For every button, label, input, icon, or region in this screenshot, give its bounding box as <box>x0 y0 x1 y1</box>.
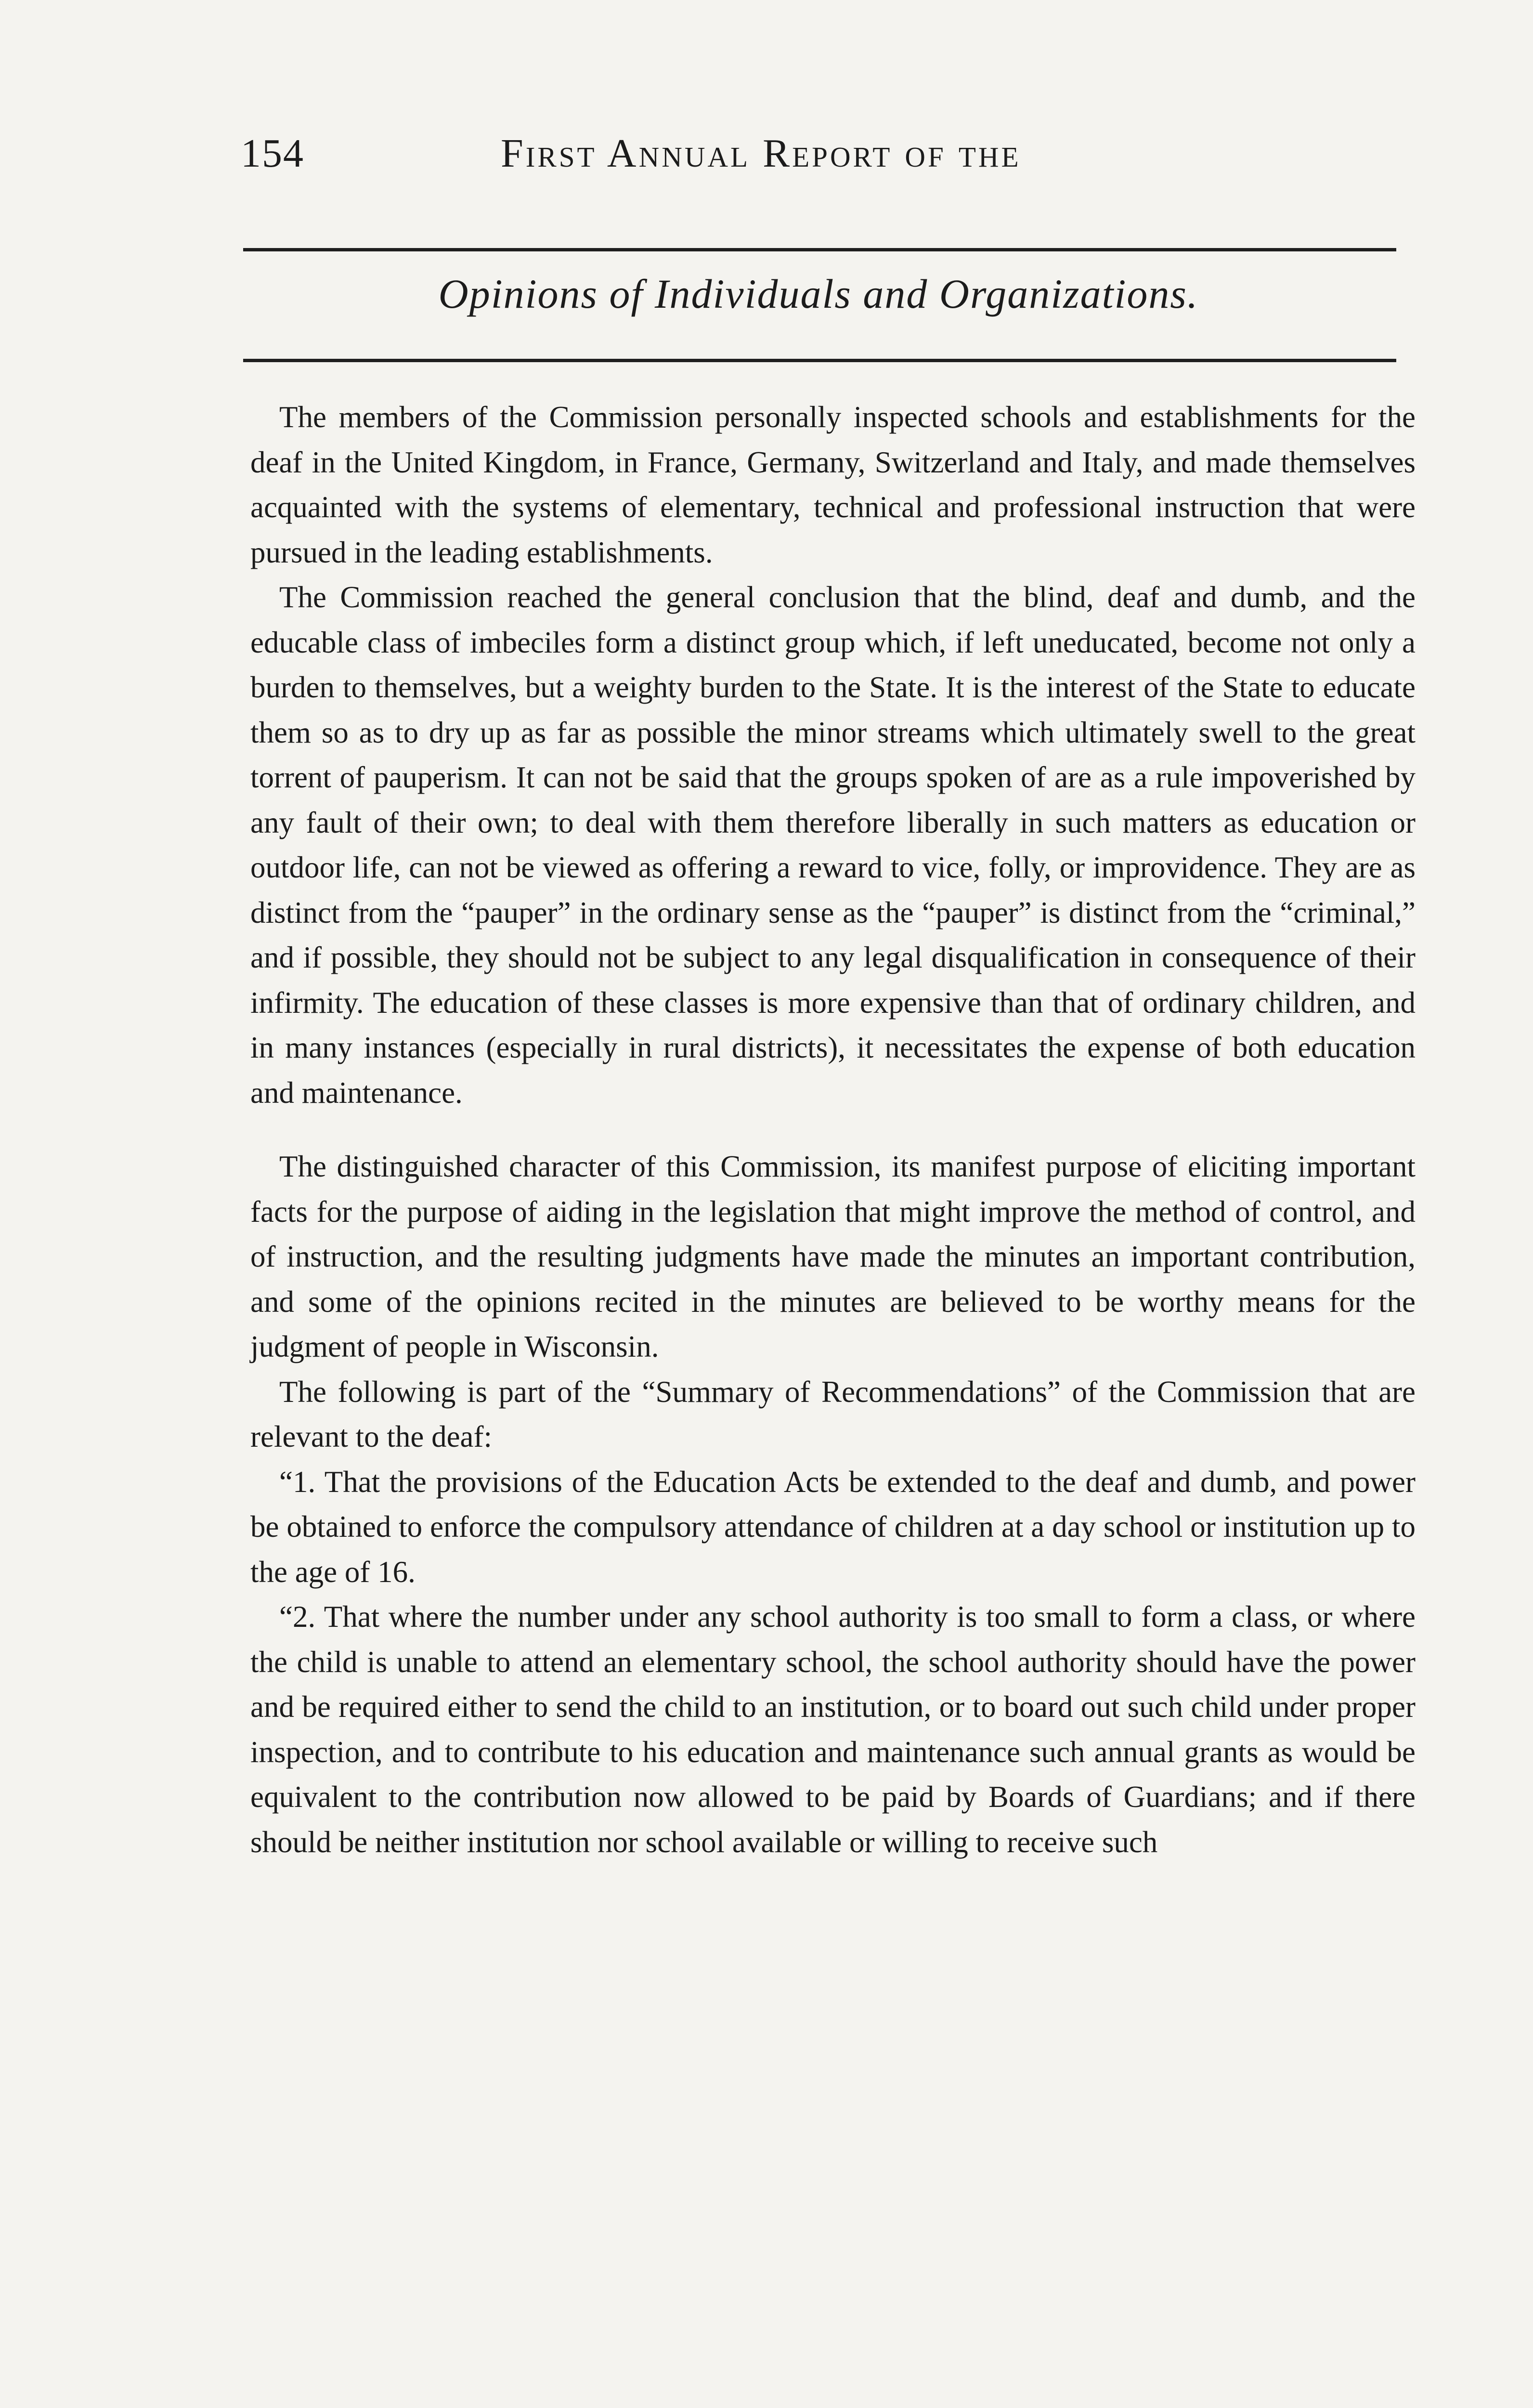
section-title: Opinions of Individuals and Organizations. <box>438 271 1199 317</box>
paragraph-distinguished-character: The distinguished character of this Commission, its manifest purpose of eliciting important facts for the purpose of aiding in the legislation that might improve the method of control, and of instruction, and the resulting judgments have made the minutes an important contribution, and some of the opinions recited in the minutes are believed to be worthy means for the judgment of people in Wisconsin. <box>250 1150 1416 1363</box>
body-text <box>250 395 1416 1865</box>
paragraph-general-conclusion: The Commission reached the general conclusion that the blind, deaf and dumb, and the educable class of imbeciles form a distinct group which, if left uneducated, become not only a burden to themselves, but a weighty burden to the State. It is the interest of the State to educate them so as to dry up as far as possible the minor streams which ultimately swell to the great torrent of pauperism. It can not be said that the groups spoken of are as a rule impoverished by any fault of their own; to deal with them therefore liberally in such matters as education or outdoor life, can not be viewed as offering a reward to vice, folly, or improvidence. They are as distinct from the “pauper” in the ordinary sense as the “pauper” is distinct from the “criminal,” and if possible, they should not be subject to any legal disqualification in consequence of their infirmity. The education of these classes is more expensive than that of ordinary children, and in many instances (especially in rural districts), it necessitates the expense of both education and maintenance. <box>250 580 1416 1110</box>
paragraph-recommendation-2: “2. That where the number under any school authority is too small to form a class, or where the child is unable to attend an elementary school, the school authority should have the power and be required either to send the child to an institution, or to board out such child under proper inspection, and to contribute to his education and maintenance such annual grants as would be equivalent to the contribution now allowed to be paid by Boards of Guardians; and if there should be neither institution nor school available or willing to receive such <box>250 1600 1416 1859</box>
running-head <box>241 120 1396 193</box>
paragraph-recommendation-1: “1. That the provisions of the Education Acts be extended to the deaf and dumb, and power be obtained to enforce the compulsory attendance of children at a day school or institution up to the age of 16. <box>250 1465 1416 1589</box>
section-rule-top <box>243 248 1396 251</box>
section-rule-bottom <box>243 359 1396 362</box>
page-number: 154 <box>241 131 304 176</box>
paragraph-commission-inspection: The members of the Commission personally inspected schools and establishments for the deaf in the United Kingdom, in France, Germany, Switzerland and Italy, and made themselves acquainted with the systems of elementary, technical and professional instruction that were pursued in the leading establishments. <box>250 400 1416 569</box>
paragraph-summary-intro: The following is part of the “Summary of Recommendations” of the Commission that are relevant to the deaf: <box>250 1374 1416 1453</box>
report-title: First Annual Report of the <box>501 131 1021 176</box>
